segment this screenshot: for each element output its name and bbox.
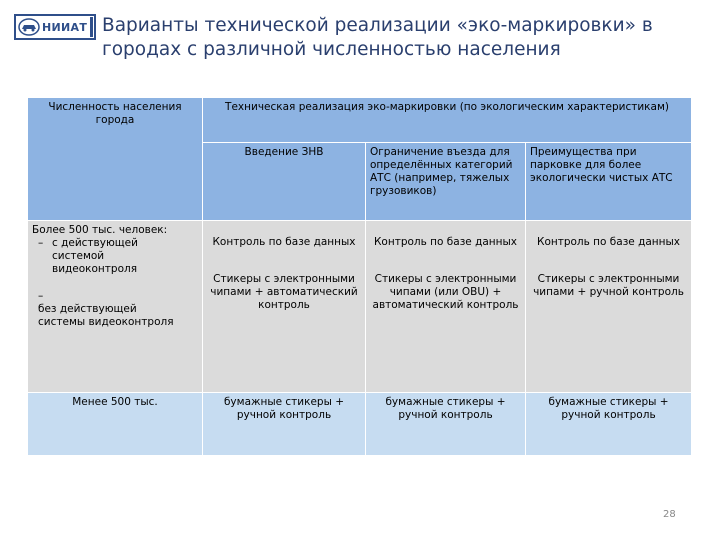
stickers-text: Стикеры с электронными чипами (или OBU) + автоматический контроль bbox=[372, 273, 519, 311]
dash: – bbox=[38, 290, 44, 302]
row-over-500k-title: Более 500 тыс. человек: bbox=[32, 224, 168, 236]
eco-marking-table bbox=[27, 97, 692, 456]
row-over-500k bbox=[28, 221, 203, 393]
header-population: Численность населения города bbox=[28, 98, 203, 221]
option-with-video bbox=[38, 237, 198, 276]
page-number: 28 bbox=[663, 509, 676, 520]
cell-znv-over-500k bbox=[203, 221, 366, 393]
option-without-video-text: без действующей системы видеоконтроля bbox=[38, 303, 174, 328]
car-icon bbox=[18, 18, 40, 36]
stickers-text: Стикеры с электронными чипами + ручной контроль bbox=[533, 273, 684, 298]
cell-entry-over-500k bbox=[366, 221, 526, 393]
option-with-video-text: с действующей системой видеоконтроля bbox=[52, 237, 138, 275]
control-db-text: Контроль по базе данных bbox=[536, 236, 681, 248]
stickers-text: Стикеры с электронными чипами + автоматический контроль bbox=[210, 273, 358, 311]
row-under-500k-title: Менее 500 тыс. bbox=[28, 393, 203, 456]
control-db-text: Контроль по базе данных bbox=[212, 236, 356, 248]
subheader-entry-restriction: Ограничение въезда для определённых категорий АТС (например, тяжелых грузовиков) bbox=[366, 143, 526, 221]
cell-parking-under-500k: бумажные стикеры + ручной контроль bbox=[526, 393, 692, 456]
page-title: Варианты технической реализации «эко-маркировки» в городах с различной численностью населения bbox=[102, 15, 653, 60]
subheader-znv: Введение ЗНВ bbox=[203, 143, 366, 221]
logo-text: НИИАТ bbox=[42, 20, 88, 34]
cell-znv-under-500k: бумажные стикеры + ручной контроль bbox=[203, 393, 366, 456]
subheader-parking-advantages: Преимущества при парковке для более экологически чистых АТС bbox=[526, 143, 692, 221]
cell-parking-over-500k bbox=[526, 221, 692, 393]
niiat-logo bbox=[14, 14, 96, 40]
logo-bar bbox=[90, 17, 93, 37]
cell-entry-under-500k: бумажные стикеры + ручной контроль bbox=[366, 393, 526, 456]
header-technical-implementation: Техническая реализация эко-маркировки (по экологическим характеристикам) bbox=[203, 98, 692, 143]
control-db-text: Контроль по базе данных bbox=[373, 236, 518, 248]
dash: – bbox=[38, 237, 44, 249]
option-without-video bbox=[38, 290, 198, 329]
